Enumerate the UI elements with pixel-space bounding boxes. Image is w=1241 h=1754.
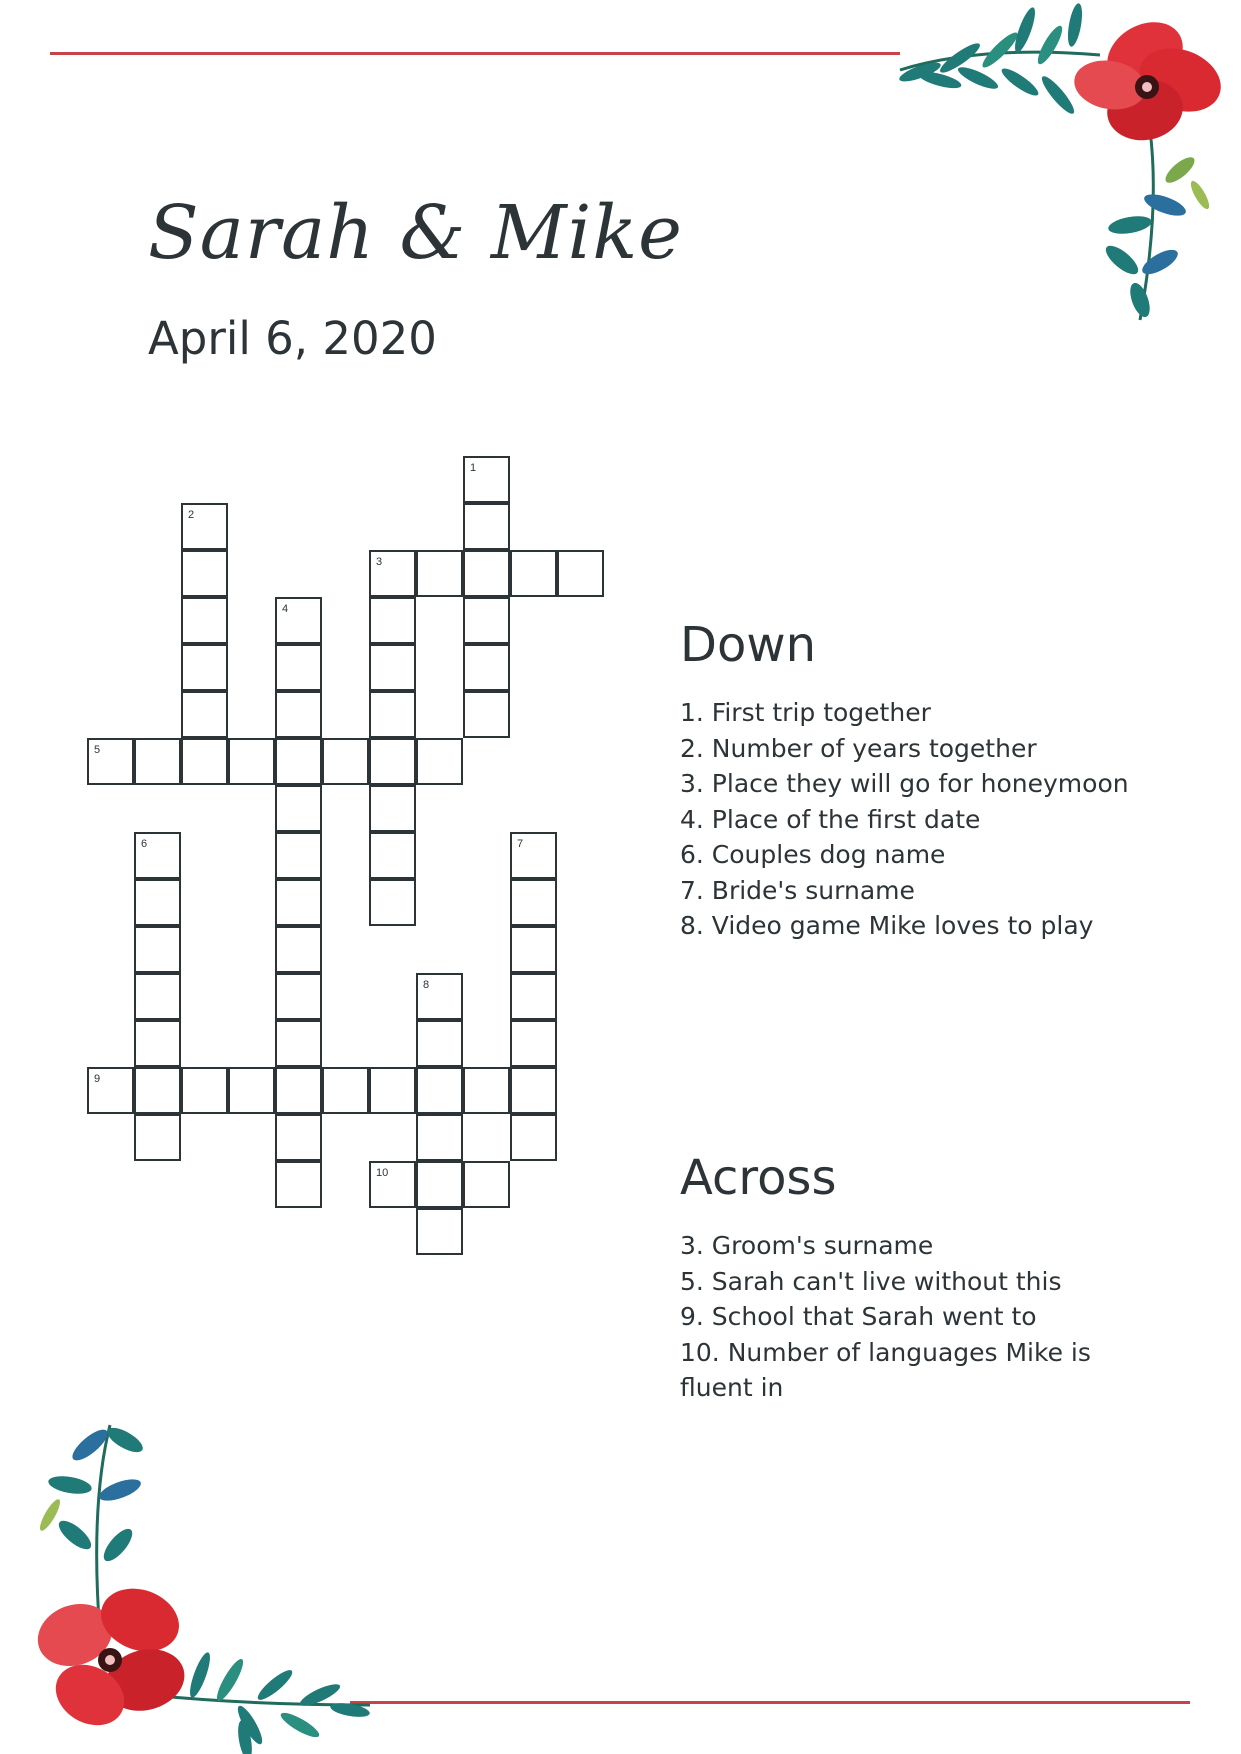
crossword-cell[interactable] — [369, 879, 416, 926]
clue-number: 7 — [517, 838, 524, 850]
crossword-cell[interactable] — [463, 1161, 510, 1208]
clue-number: 6 — [141, 838, 148, 850]
crossword-cell[interactable] — [369, 597, 416, 644]
crossword-cell[interactable] — [416, 1020, 463, 1067]
crossword-cell[interactable] — [510, 1067, 557, 1114]
crossword-cell[interactable] — [181, 597, 228, 644]
crossword-cell[interactable] — [369, 785, 416, 832]
crossword-cell[interactable] — [463, 644, 510, 691]
clue-number: 8 — [423, 979, 430, 991]
crossword-cell[interactable] — [463, 1067, 510, 1114]
down-heading: Down — [680, 617, 817, 673]
crossword-cell[interactable] — [181, 738, 228, 785]
crossword-cell[interactable] — [510, 832, 557, 879]
crossword-cell[interactable] — [416, 1208, 463, 1255]
top-divider-line — [50, 52, 900, 55]
clue-number: 1 — [470, 462, 477, 474]
crossword-cell[interactable] — [322, 1067, 369, 1114]
crossword-cell[interactable] — [416, 973, 463, 1020]
crossword-cell[interactable] — [134, 926, 181, 973]
crossword-cell[interactable] — [510, 1114, 557, 1161]
down-clue: 1. First trip together — [680, 698, 931, 727]
down-clue: 2. Number of years together — [680, 733, 1037, 763]
across-clue: 5. Sarah can't live without this — [680, 1266, 1062, 1296]
crossword-cell[interactable] — [181, 691, 228, 738]
crossword-cell[interactable] — [369, 644, 416, 691]
crossword-cell[interactable] — [275, 1114, 322, 1161]
crossword-cell[interactable] — [275, 691, 322, 738]
crossword-cell[interactable] — [275, 644, 322, 691]
crossword-cell[interactable] — [134, 1020, 181, 1067]
clue-number: 9 — [94, 1073, 101, 1085]
crossword-cell[interactable] — [228, 738, 275, 785]
across-clue: 3. Groom's surname — [680, 1231, 934, 1260]
clue-number: 5 — [94, 744, 101, 756]
crossword-cell[interactable] — [87, 1067, 134, 1114]
crossword-cell[interactable] — [134, 879, 181, 926]
crossword-cell[interactable] — [416, 1161, 463, 1208]
down-clue: 8. Video game Mike loves to play — [680, 911, 1094, 940]
crossword-cell[interactable] — [369, 550, 416, 597]
crossword-cell[interactable] — [322, 738, 369, 785]
crossword-cell[interactable] — [275, 785, 322, 832]
across-heading: Across — [680, 1150, 837, 1206]
crossword-cell[interactable] — [463, 550, 510, 597]
clue-number: 3 — [376, 556, 383, 568]
crossword-cell[interactable] — [134, 738, 181, 785]
couple-names-title: Sarah & Mike — [148, 190, 683, 276]
clue-number: 2 — [188, 509, 195, 521]
floral-corner-top-right-icon — [860, 0, 1241, 345]
down-clue: 4. Place of the first date — [680, 804, 981, 834]
clue-number: 4 — [282, 603, 289, 615]
across-clue: 10. Number of languages Mike is fluent in — [680, 1337, 1091, 1402]
crossword-cell[interactable] — [275, 926, 322, 973]
crossword-cell[interactable] — [416, 738, 463, 785]
crossword-cell[interactable] — [134, 973, 181, 1020]
bottom-divider-line — [350, 1701, 1190, 1704]
crossword-cell[interactable] — [463, 456, 510, 503]
crossword-cell[interactable] — [275, 879, 322, 926]
floral-corner-bottom-left-icon — [0, 1405, 380, 1754]
crossword-cell[interactable] — [510, 926, 557, 973]
crossword-cell[interactable] — [369, 691, 416, 738]
crossword-cell[interactable] — [463, 691, 510, 738]
crossword-cell[interactable] — [510, 1020, 557, 1067]
crossword-cell[interactable] — [275, 973, 322, 1020]
down-clue: 7. Bride's surname — [680, 875, 915, 905]
clue-number: 10 — [376, 1167, 389, 1179]
crossword-cell[interactable] — [416, 1067, 463, 1114]
down-clue: 3. Place they will go for honeymoon — [680, 769, 1129, 798]
crossword-cell[interactable] — [369, 832, 416, 879]
wedding-date: April 6, 2020 — [148, 312, 437, 365]
down-clues-section — [680, 615, 1200, 944]
crossword-cell[interactable] — [87, 738, 134, 785]
crossword-cell[interactable] — [416, 1114, 463, 1161]
crossword-cell[interactable] — [510, 550, 557, 597]
crossword-cell[interactable] — [510, 973, 557, 1020]
crossword-cell[interactable] — [275, 597, 322, 644]
across-clues-section — [680, 1148, 1200, 1406]
crossword-cell[interactable] — [275, 832, 322, 879]
crossword-cell[interactable] — [557, 550, 604, 597]
crossword-cell[interactable] — [134, 1114, 181, 1161]
crossword-cell[interactable] — [369, 738, 416, 785]
crossword-cell[interactable] — [463, 597, 510, 644]
crossword-cell[interactable] — [181, 644, 228, 691]
crossword-cell[interactable] — [181, 550, 228, 597]
crossword-cell[interactable] — [181, 1067, 228, 1114]
across-clue: 9. School that Sarah went to — [680, 1302, 1037, 1331]
crossword-cell[interactable] — [369, 1161, 416, 1208]
crossword-cell[interactable] — [416, 550, 463, 597]
crossword-cell[interactable] — [510, 879, 557, 926]
crossword-cell[interactable] — [228, 1067, 275, 1114]
crossword-cell[interactable] — [275, 1020, 322, 1067]
down-clue: 6. Couples dog name — [680, 840, 946, 869]
crossword-cell[interactable] — [275, 738, 322, 785]
crossword-cell[interactable] — [275, 1067, 322, 1114]
crossword-cell[interactable] — [134, 832, 181, 879]
crossword-cell[interactable] — [134, 1067, 181, 1114]
crossword-cell[interactable] — [369, 1067, 416, 1114]
crossword-cell[interactable] — [181, 503, 228, 550]
crossword-cell[interactable] — [275, 1161, 322, 1208]
crossword-cell[interactable] — [463, 503, 510, 550]
